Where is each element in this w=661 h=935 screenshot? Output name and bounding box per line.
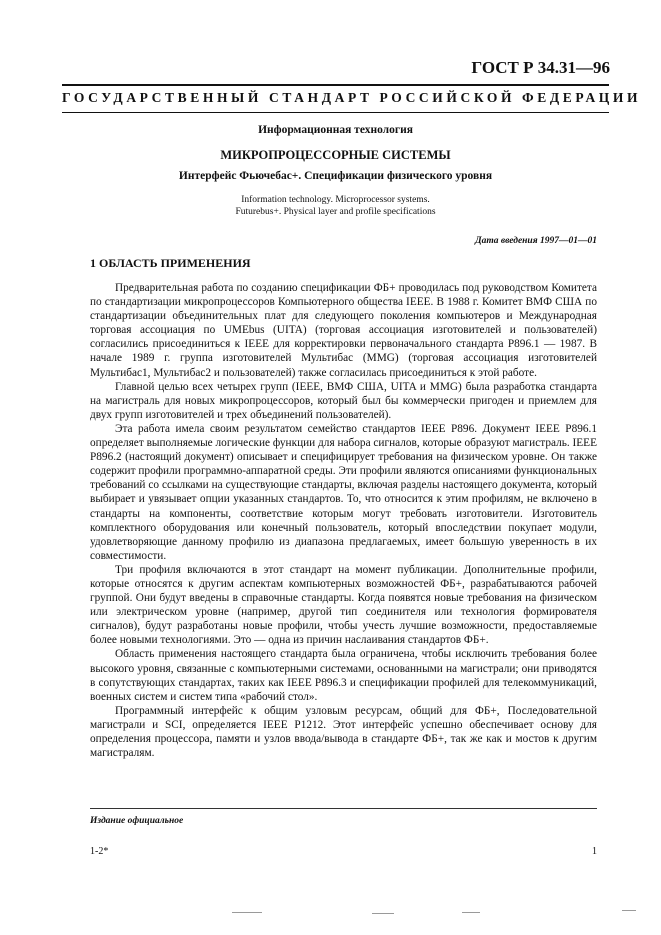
paragraph: Область применения настоящего стандарта была ограничена, чтобы исключить требования более высокого уровня, связанные с компьютерными системами, основанными на магистрали; они приводятся в сопутствующих стандартах, таких как IEEE Р896.3 и спецификации профилей для телекоммуникаций, военных систем и систем типа «рабочий стол». [90, 648, 597, 703]
official-edition-label: Издание официальное [90, 816, 184, 826]
header-rule-thick [62, 84, 609, 86]
english-titles [62, 194, 609, 218]
english-title-line-1: Information technology. Microprocessor systems. [241, 195, 430, 205]
page-number: 1 [592, 846, 597, 857]
header-rule-thin [62, 112, 609, 113]
document-number: ГОСТ Р 34.31—96 [471, 58, 610, 77]
paragraph: Эта работа имела своим результатом семейство стандартов IEEE Р896. Документ IEEE Р896.1 определяет выполняемые логические функции для набора сигналов, которые образуют магистраль. IEEE Р896.2 (настоящий документ) описывает и специфицирует требования на физическом уровне. Он также содержит профили программно-аппаратной среды. Эти профили являются описаниями функциональных требований со ссылками на существующие стандарты, включая разделы настоящего документа, который выбирает и увязывает опции указанных стандартов. То, что относится к этим профилям, не включено в стандарты на компоненты, соответствие которым могут требовать изготовители. Изготовитель комплектного оборудования или конечный пользователь, который впоследствии покупает модули, удовлетворяющие данному профилю из диапазона предлагаемых, имеет большую уверенность в их совместимости. [90, 422, 597, 562]
scan-artifact-dash [622, 910, 636, 911]
scan-artifact-dash [462, 912, 480, 913]
section-heading: 1 ОБЛАСТЬ ПРИМЕНЕНИЯ [90, 256, 251, 270]
sheet-mark: 1-2* [90, 846, 109, 857]
introduction-date: Дата введения 1997—01—01 [475, 236, 597, 246]
section-body [90, 281, 597, 760]
english-title-line-2: Futurebus+. Physical layer and profile specifications [235, 207, 436, 217]
paragraph: Предварительная работа по созданию спецификации ФБ+ проводилась под руководством Комитета по стандартизации микропроцессоров Компьютерного общества IEEE. В 1988 г. Комитет ВМФ США по стандартизации объединительных плат для следующего поколения компьютеров и Международная торговая ассоциация по UMEbus (UITA) (торговая ассоциация изготовителей и пользователей) согласились присоединиться к IEEE для корректировки первоначального стандарта Р896.1 — 1987. В начале 1989 г. группа изготовителей Мультибас (MMG) (торговая ассоциация изготовителей Мультибас1, Мультибас2 и пользователей) также согласилась присоединиться к этой работе. [90, 282, 597, 379]
standard-title: ГОСУДАРСТВЕННЫЙ СТАНДАРТ РОССИЙСКОЙ ФЕДЕРАЦИИ [62, 90, 642, 105]
subject-title: Информационная технология [258, 124, 413, 136]
sub-title: Интерфейс Фьючебас+. Спецификации физического уровня [178, 170, 493, 182]
scan-artifact-dash [232, 912, 262, 913]
paragraph: Три профиля включаются в этот стандарт на момент публикации. Дополнительные профили, которые относятся к другим аспектам компьютерных возможностей ФБ+, разрабатываются рабочей группой. Они будут введены в справочные стандарты. Когда появятся новые требования на физическом или электрическом уровне (например, другой тип соединителя или технология формирователя сигналов), будут разработаны новые профили, чтобы учесть лучшие возможности, предоставляемые более новыми технологиями. Это — одна из причин наслаивания стандартов ФБ+. [90, 563, 597, 647]
main-title: МИКРОПРОЦЕССОРНЫЕ СИСТЕМЫ [220, 148, 451, 162]
paragraph: Программный интерфейс к общим узловым ресурсам, общий для ФБ+, Последовательной магистрали и SCI, определяется IEEE Р1212. Этот интерфейс успешно обеспечивает основу для определения процессора, памяти и узлов ввода/вывода в стандарте ФБ+, так же как и мостов к другим магистралям. [90, 704, 597, 760]
paragraph: Главной целью всех четырех групп (IEEE, ВМФ США, UITA и MMG) была разработка стандарта на магистраль для новых микропроцессоров, который был бы коммерчески пригоден и приемлем для двух групп изготовителей и трех объединений пользователей). [90, 380, 597, 421]
scan-artifact-dash [372, 913, 394, 914]
footer-rule [90, 808, 597, 809]
